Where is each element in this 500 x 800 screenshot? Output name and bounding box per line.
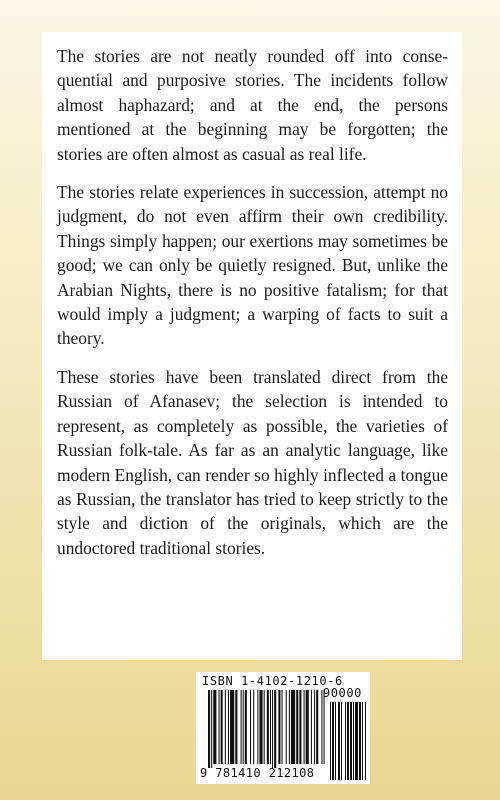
ean-digits: 9 781410 212108 (200, 766, 315, 780)
isbn-barcode (196, 672, 370, 784)
back-cover-text-panel (42, 32, 462, 660)
paragraph-1: The stories are not neatly rounded off into consequential and purposive stories. The incidents follow almost haphazard; and at the end, the persons mentioned at the beginning may be forgotten; the stories are often almost as casual as real life. (57, 46, 448, 164)
paragraph-3: These stories have been translated direct from the Russian of Afanasev; the selection is intended to represent, as completely as possible, the varieties of Russian folk-tale. As far as an analytic language, like modern English, can render so highly inflected a tongue as Russian, the translator has tried to keep strictly to the style and diction of the originals, which are the undoctored traditional stories. (57, 366, 448, 558)
paragraph-2: The stories relate experiences in succession, attempt no judgment, do not even affirm their own credibility. Things simply happen; our exertions may sometimes be good; we can only be quietly resigned. But, unlike the Arabian Nights, there is no positive fatalism; for that would imply a judgment; a warping of facts to suit a theory. (57, 182, 448, 349)
price-code: 90000 (322, 686, 362, 700)
isbn-label: ISBN 1-4102-1210-6 (202, 674, 343, 688)
